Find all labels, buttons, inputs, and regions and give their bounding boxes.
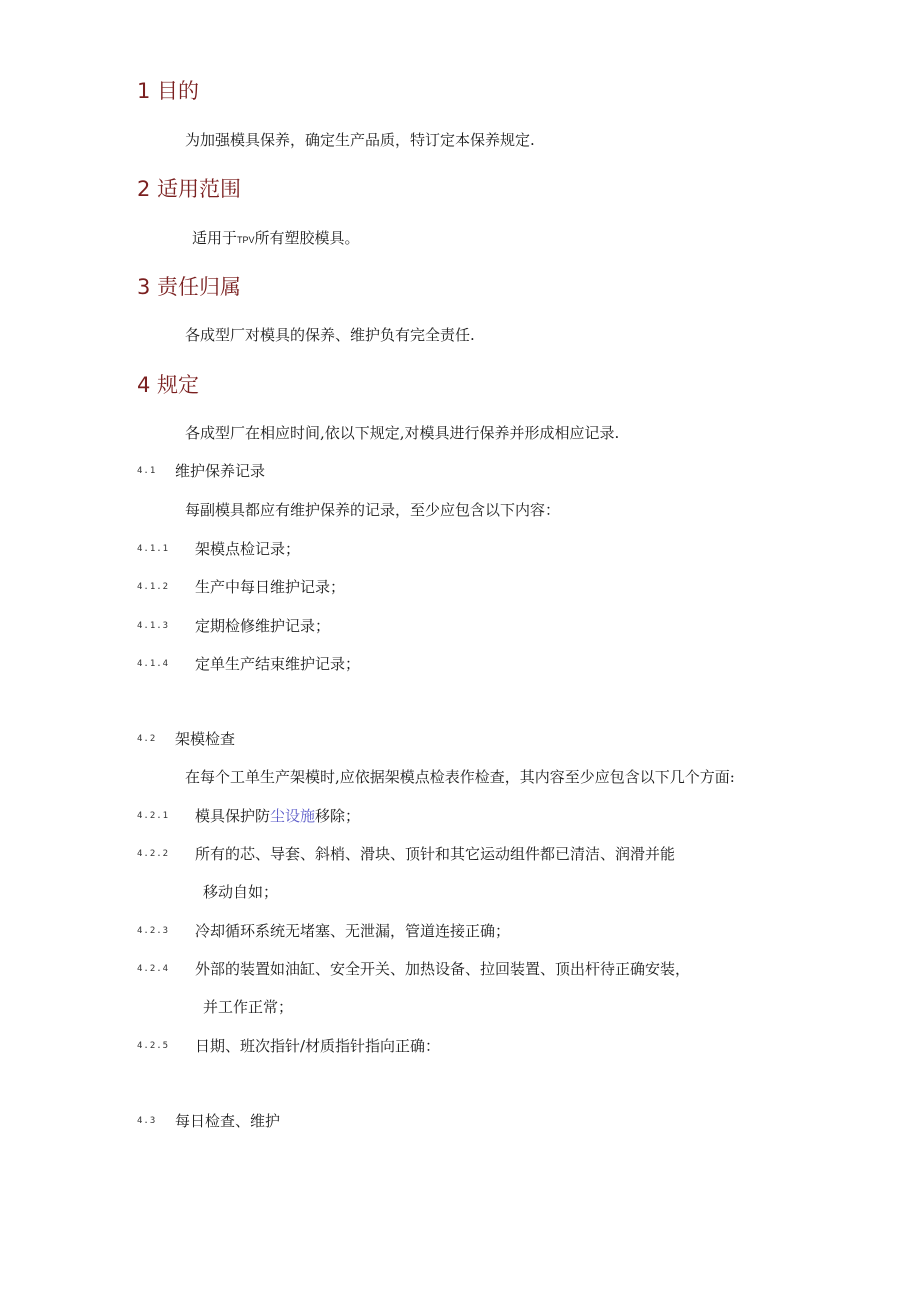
heading-1: 1 目的 (137, 79, 200, 103)
section-number-4-1: 4.1 (137, 466, 157, 476)
paragraph-1: 为加强模具保养，确定生产品质，特订定本保养规定. (185, 131, 535, 149)
paragraph-2-pre: 适用于 (192, 229, 238, 247)
section-number-4-3: 4.3 (137, 1116, 157, 1126)
item-text-4-2-1-post: 移除； (315, 807, 361, 825)
item-number-4-1-3: 4.1.3 (137, 621, 170, 631)
section-number-4-2: 4.2 (137, 734, 157, 744)
heading-3: 3 责任归属 (137, 275, 242, 299)
paragraph-2 (192, 228, 360, 250)
heading-2: 2 适用范围 (137, 177, 242, 201)
paragraph-2-post: 所有塑胶模具。 (254, 229, 360, 247)
item-text-4-1-1: 架模点检记录； (195, 540, 301, 558)
item-text-4-2-5: 日期、班次指针/材质指针指向正确： (195, 1037, 441, 1055)
paragraph-3: 各成型厂对模具的保养、维护负有完全责任. (185, 326, 475, 344)
item-number-4-1-1: 4.1.1 (137, 544, 170, 554)
item-number-4-1-4: 4.1.4 (137, 659, 170, 669)
item-text-4-2-2: 所有的芯、导套、斜梢、滑块、顶针和其它运动组件都已清洁、润滑并能 (195, 845, 676, 863)
item-link-4-2-1[interactable]: 尘设施 (270, 807, 316, 825)
item-number-4-2-5: 4.2.5 (137, 1041, 170, 1051)
item-text-4-1-4: 定单生产结束维护记录； (195, 655, 361, 673)
section-intro-4-1: 每副模具都应有维护保养的记录，至少应包含以下内容： (185, 501, 561, 519)
item-text-4-2-1 (195, 806, 360, 826)
item-number-4-2-4: 4.2.4 (137, 964, 170, 974)
item-number-4-2-3: 4.2.3 (137, 926, 170, 936)
item-text-4-2-4-continued: 并工作正常； (203, 998, 294, 1016)
section-title-4-1: 维护保养记录 (175, 462, 266, 480)
item-number-4-2-1: 4.2.1 (137, 811, 170, 821)
item-text-4-2-2-continued: 移动自如； (203, 883, 279, 901)
item-text-4-2-3: 冷却循环系统无堵塞、无泄漏，管道连接正确； (195, 922, 511, 940)
section-title-4-3: 每日检查、维护 (175, 1112, 281, 1130)
item-text-4-1-3: 定期检修维护记录； (195, 617, 331, 635)
item-text-4-1-2: 生产中每日维护记录； (195, 578, 346, 596)
item-text-4-2-1-pre: 模具保护防 (195, 807, 271, 825)
section-intro-4-2: 在每个工单生产架模时,应依据架模点检表作检查，其内容至少应包含以下几个方面: (185, 768, 735, 786)
section-title-4-2: 架模检查 (175, 730, 236, 748)
paragraph-4: 各成型厂在相应时间,依以下规定,对模具进行保养并形成相应记录. (185, 424, 620, 442)
item-number-4-1-2: 4.1.2 (137, 582, 170, 592)
heading-4: 4 规定 (137, 373, 200, 397)
item-text-4-2-4: 外部的装置如油缸、安全开关、加热设备、拉回装置、顶出杆待正确安装， (195, 960, 691, 978)
paragraph-2-tpv: TPV (237, 235, 255, 245)
item-number-4-2-2: 4.2.2 (137, 849, 170, 859)
